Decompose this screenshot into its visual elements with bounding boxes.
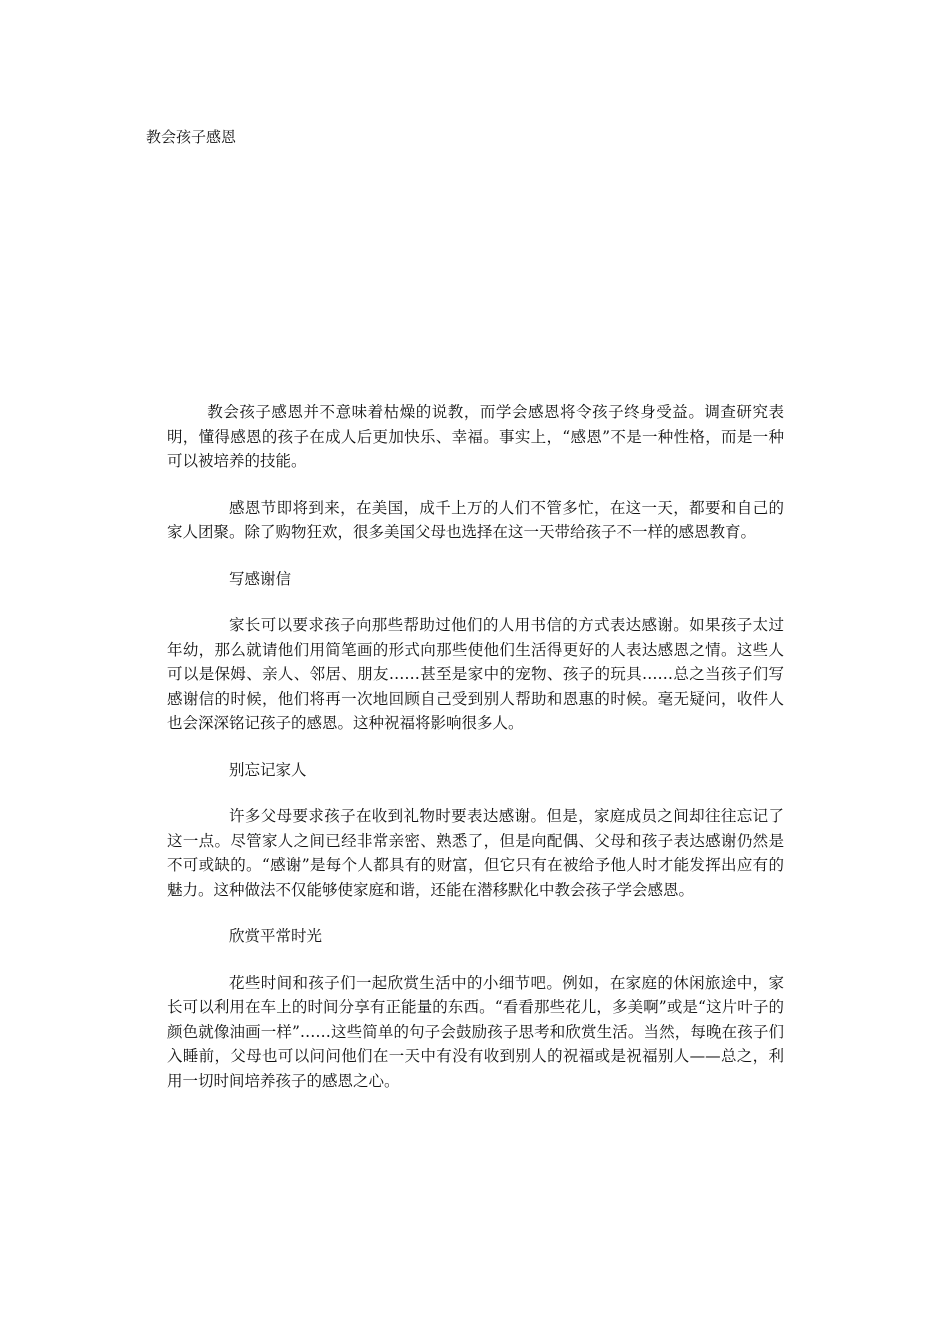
section-heading: 欣赏平常时光 bbox=[229, 927, 323, 945]
section-heading: 别忘记家人 bbox=[229, 760, 307, 779]
section-ordinary-time bbox=[167, 924, 784, 1093]
document-body bbox=[167, 400, 784, 1115]
section-paragraph: 花些时间和孩子们一起欣赏生活中的小细节吧。例如，在家庭的休闲旅途中，家长可以利用在车上的时间分享有正能量的东西。“看看那些花儿，多美啊”或是“这片叶子的颜色就像油画一样”……这些简单的句子会鼓励孩子思考和欣赏生活。当然，每晚在孩子们入睡前，父母也可以问问他们在一天中有没有收到别人的祝福或是祝福别人——总之，利用一切时间培养孩子的感恩之心。 bbox=[167, 973, 784, 1090]
context-paragraph: 感恩节即将到来，在美国，成千上万的人们不管多忙，在这一天，都要和自己的家人团聚。除了购物狂欢，很多美国父母也选择在这一天带给孩子不一样的感恩教育。 bbox=[167, 498, 784, 541]
section-paragraph: 许多父母要求孩子在收到礼物时要表达感谢。但是，家庭成员之间却往往忘记了这一点。尽管家人之间已经非常亲密、熟悉了，但是向配偶、父母和孩子表达感谢仍然是不可或缺的。“感谢”是每个人都具有的财富，但它只有在被给予他人时才能发挥出应有的魅力。这种做法不仅能够使家庭和谐，还能在潜移默化中教会孩子学会感恩。 bbox=[167, 807, 784, 899]
section-paragraph: 家长可以要求孩子向那些帮助过他们的人用书信的方式表达感谢。如果孩子太过年幼，那么就请他们用简笔画的形式向那些使他们生活得更好的人表达感恩之情。这些人可以是保姆、亲人、邻居、朋友……甚至是家中的宠物、孩子的玩具……总之当孩子们写感谢信的时候，他们将再一次地回顾自己受到别人帮助和恩惠的时候。毫无疑问，收件人也会深深铭记孩子的感恩。这种祝福将影响很多人。 bbox=[167, 616, 784, 732]
section-heading: 写感谢信 bbox=[229, 569, 292, 588]
section-family bbox=[167, 758, 784, 903]
document-title: 教会孩子感恩 bbox=[146, 128, 237, 146]
section-thank-you-letter bbox=[167, 567, 784, 736]
intro-paragraph: 教会孩子感恩并不意味着枯燥的说教，而学会感恩将令孩子终身受益。调查研究表明，懂得感恩的孩子在成人后更加快乐、幸福。事实上，“感恩”不是一种性格，而是一种可以被培养的技能。 bbox=[167, 403, 784, 470]
